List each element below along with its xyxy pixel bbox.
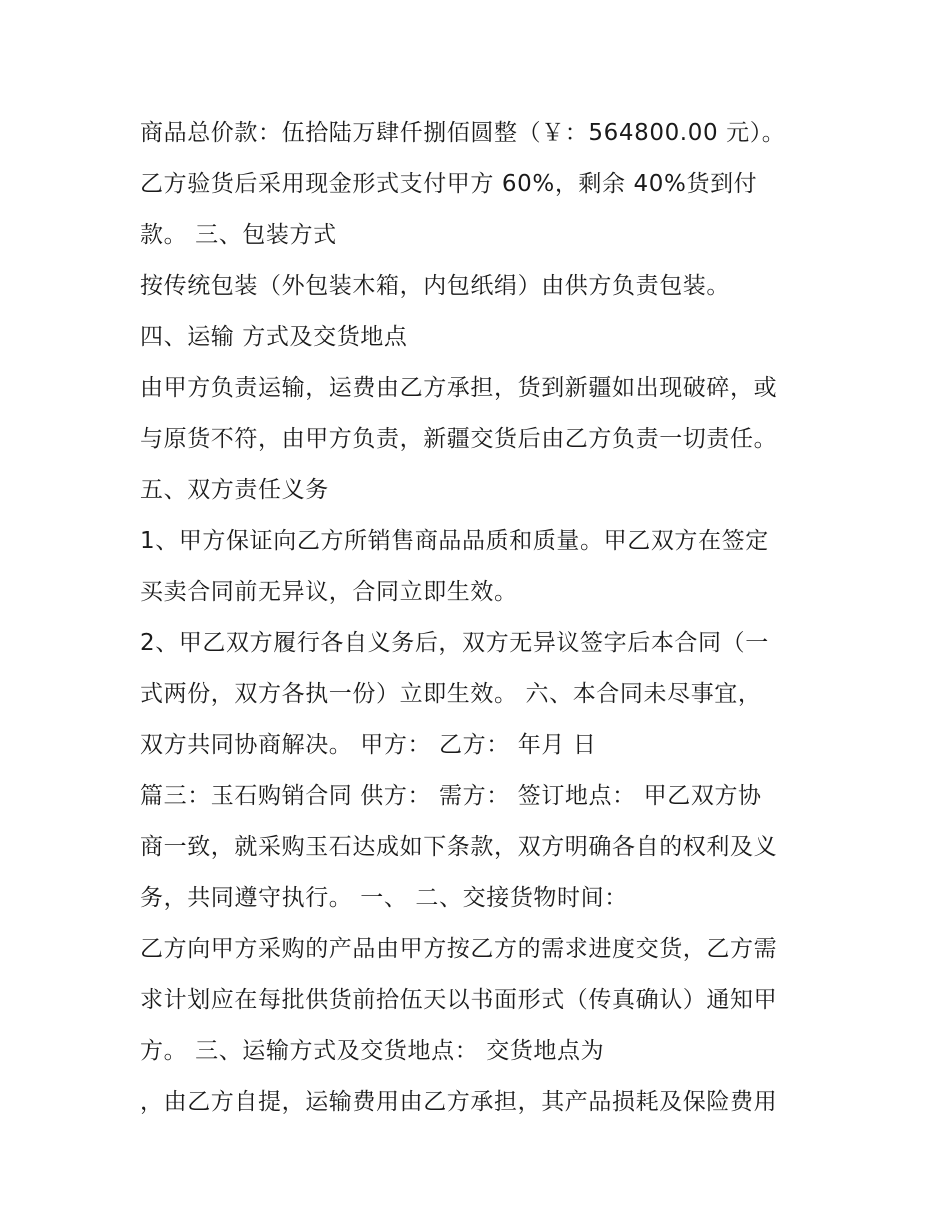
text-line: 式两份，双方各执一份）立即生效。 六、本合同未尽事宜， (140, 681, 762, 707)
text-line: 2、甲乙双方履行各自义务后，双方无异议签字后本合同（一 (140, 630, 769, 656)
text-line: 按传统包装（外包装木箱，内包纸绢）由供方负责包装。 (140, 273, 730, 299)
text-line: 商品总价款：伍拾陆万肆仟捌佰圆整（￥：564800.00 元）。 (140, 120, 786, 146)
text-line: 乙方验货后采用现金形式支付甲方 60%，剩余 40%货到付 (140, 171, 758, 197)
text-line: ，由乙方自提，运输费用由乙方承担，其产品损耗及保险费用 (140, 1089, 778, 1115)
text-line: 1、甲方保证向乙方所销售商品品质和质量。甲乙双方在签定 (140, 528, 769, 554)
text-line: 方。 三、运输方式及交货地点： 交货地点为 (140, 1038, 605, 1064)
text-line: 五、双方责任义务 (140, 477, 329, 503)
text-line: 四、运输 方式及交货地点 (140, 324, 408, 350)
text-line: 买卖合同前无异议，合同立即生效。 (140, 579, 518, 605)
text-line: 务，共同遵守执行。 一、 二、交接货物时间： (140, 885, 628, 911)
text-line: 款。 三、包装方式 (140, 222, 337, 248)
text-line: 由甲方负责运输，运费由乙方承担，货到新疆如出现破碎，或 (140, 375, 778, 401)
text-line: 与原货不符，由甲方负责，新疆交货后由乙方负责一切责任。 (140, 426, 778, 452)
text-line: 双方共同协商解决。 甲方： 乙方： 年月 日 (140, 732, 597, 758)
text-line: 篇三：玉石购销合同 供方： 需方： 签订地点： 甲乙双方协 (140, 783, 762, 809)
text-line: 乙方向甲方采购的产品由甲方按乙方的需求进度交货，乙方需 (140, 936, 778, 962)
text-line: 求计划应在每批供货前拾伍天以书面形式（传真确认）通知甲 (140, 987, 778, 1013)
text-line: 商一致，就采购玉石达成如下条款，双方明确各自的权利及义 (140, 834, 778, 860)
document-body (140, 108, 840, 1128)
